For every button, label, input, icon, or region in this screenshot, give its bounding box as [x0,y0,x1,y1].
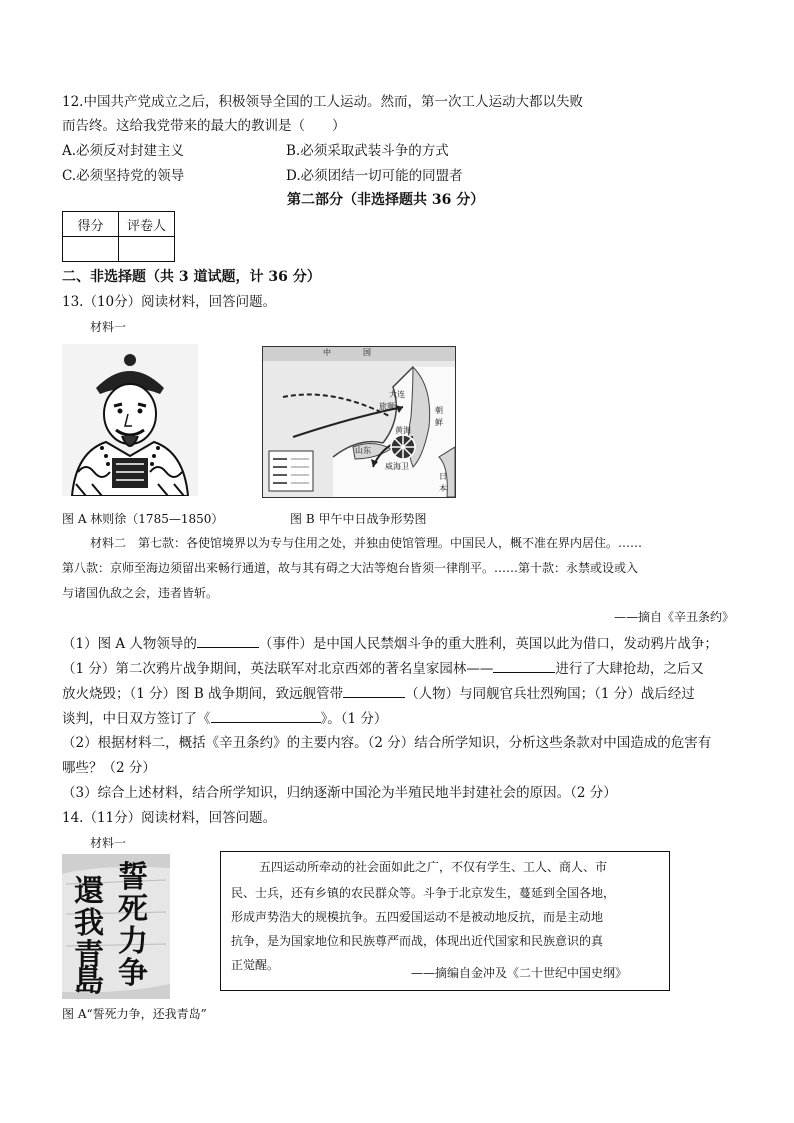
banner-char-4: 争 [118,956,148,991]
banner-char-6: 我 [74,906,104,941]
map-label-china-2: 国 [363,348,371,357]
answer-blank-person[interactable] [343,683,405,698]
banner-char-3: 力 [118,924,148,959]
q14-material1-label: 材料一 [90,836,127,850]
q13-sub2-line1: （2）根据材料二，概括《辛丑条约》的主要内容。（2 分）结合所学知识，分析这些条款对中国造成的危害有 [62,735,712,751]
q13-material2-line3: 与诸国仇敌之会，违者皆斩。 [62,586,219,600]
map-label-dalian: 大连 [389,390,405,399]
q13-material2-line2: 第八款：京师至海边须留出来畅行通道，故与其有碍之大沽等炮台皆须一律削平。……第十款：永禁或设或入 [62,561,639,575]
sino-japanese-war-map [262,346,456,498]
map-label-lushun: 旅顺 [379,402,395,411]
map-label-korea-1: 朝 [435,406,443,415]
q13-sub1-line1 [62,633,718,654]
answer-blank-treaty[interactable] [211,708,321,723]
q12-stem-line1: 12.中国共产党成立之后，积极领导全国的工人运动。然而，第一次工人运动大都以失败 [62,94,583,110]
banner-char-1: 誓 [118,860,148,895]
section-title: 二、非选择题（共 3 道试题，计 36 分） [62,269,321,285]
q13-sub1-line3-b: （人物）与同舰官兵壮烈殉国；（1 分）战后经过 [405,686,695,702]
q13-sub1-line1-a: （1）图 A 人物领导的 [62,636,197,652]
answer-blank-event[interactable] [197,633,259,648]
q13-material2-line1: 材料二 第七款：各使馆境界以为专与住用之处，并独由使馆管理。中国民人，概不准在界内居住。…… [90,536,643,550]
q12-option-b: B.必须采取武装斗争的方式 [286,143,449,159]
map-label-shandong: 山东 [355,446,371,455]
may-fourth-banner-image [62,854,170,999]
q13-sub1-line4-b: 》。（1 分） [320,711,388,727]
map-label-weihaiwei: 威海卫 [385,462,409,471]
answer-blank-garden[interactable] [493,658,555,673]
grader-header: 评卷人 [119,212,175,237]
q13-caption-a: 图 A 林则徐（1785—1850） [62,512,224,526]
lin-zexu-portrait [62,344,198,496]
score-table [62,211,175,262]
q12-option-c: C.必须坚持党的领导 [62,168,185,184]
q13-sub1-line2-b: 进行了大肆抢劫，之后又 [555,661,704,677]
q13-sub1-line2 [62,658,704,679]
q13-sub1-line1-b: （事件）是中国人民禁烟斗争的重大胜利，英国以此为借口，发动鸦片战争； [258,636,718,652]
q14-quote-line1: 五四运动所牵动的社会面如此之广，不仅有学生、工人、商人、市 [259,860,608,874]
grader-cell[interactable] [119,237,175,262]
q13-material1-label: 材料一 [90,320,127,334]
q14-quote-line3: 形成声势浩大的规模抗争。五四爱国运动不是被动地反抗，而是主动地 [231,910,604,924]
q13-sub1-line3-a: 放火烧毁；（1 分）图 B 战争期间，致远舰管带 [62,686,344,702]
q13-sub1-line4-a: 谈判，中日双方签订了《 [62,711,211,727]
map-label-korea-2: 鲜 [435,418,443,427]
map-label-china-1: 中 [323,348,331,357]
q13-sub1-line4 [62,708,387,729]
q14-caption-a: 图 A“誓死力争，还我青岛” [62,1007,207,1021]
part2-title: 第二部分（非选择题共 36 分） [287,192,485,208]
score-cell[interactable] [63,237,119,262]
q13-stem: 13.（10分）阅读材料，回答问题。 [62,294,277,310]
q12-stem-line2: 而告终。这给我党带来的最大的教训是（ ） [62,118,346,134]
q14-quote-line4: 抗争，是为国家地位和民族尊严而战，体现出近代国家和民族意识的真 [231,934,604,948]
banner-char-5: 還 [74,874,104,909]
q14-stem: 14.（11分）阅读材料，回答问题。 [62,810,277,826]
q13-sub1-line3 [62,683,695,704]
map-label-japan-2: 本 [439,484,447,493]
score-header: 得分 [63,212,119,237]
q14-quote-line2: 民、士兵，还有乡镇的农民群众等。斗争于北京发生，蔓延到全国各地， [231,886,616,900]
q13-material2-source: ——摘自《辛丑条约》 [614,610,735,624]
q12-option-d: D.必须团结一切可能的同盟者 [286,168,463,184]
q13-sub2-line2: 哪些？（2 分） [62,760,156,776]
q14-quote-box [220,851,670,991]
map-label-japan-1: 日 [439,472,447,481]
q14-quote-source: ——摘编自金冲及《二十世纪中国史纲》 [411,966,628,980]
q13-sub1-line2-a: （1 分）第二次鸦片战争期间，英法联军对北京西郊的著名皇家园林—— [62,661,494,677]
q14-quote-line5: 正觉醒。 [231,958,280,972]
map-label-yellow-sea: 黄海 [395,426,411,435]
banner-char-2: 死 [118,892,148,927]
q12-option-a: A.必须反对封建主义 [62,143,185,159]
q13-sub3: （3）综合上述材料，结合所学知识，归纳逐渐中国沦为半殖民地半封建社会的原因。（2 分） [62,785,617,801]
q13-caption-b: 图 B 甲午中日战争形势图 [290,512,427,526]
banner-char-8: 島 [74,964,104,999]
banner-char-7: 青 [74,938,104,973]
